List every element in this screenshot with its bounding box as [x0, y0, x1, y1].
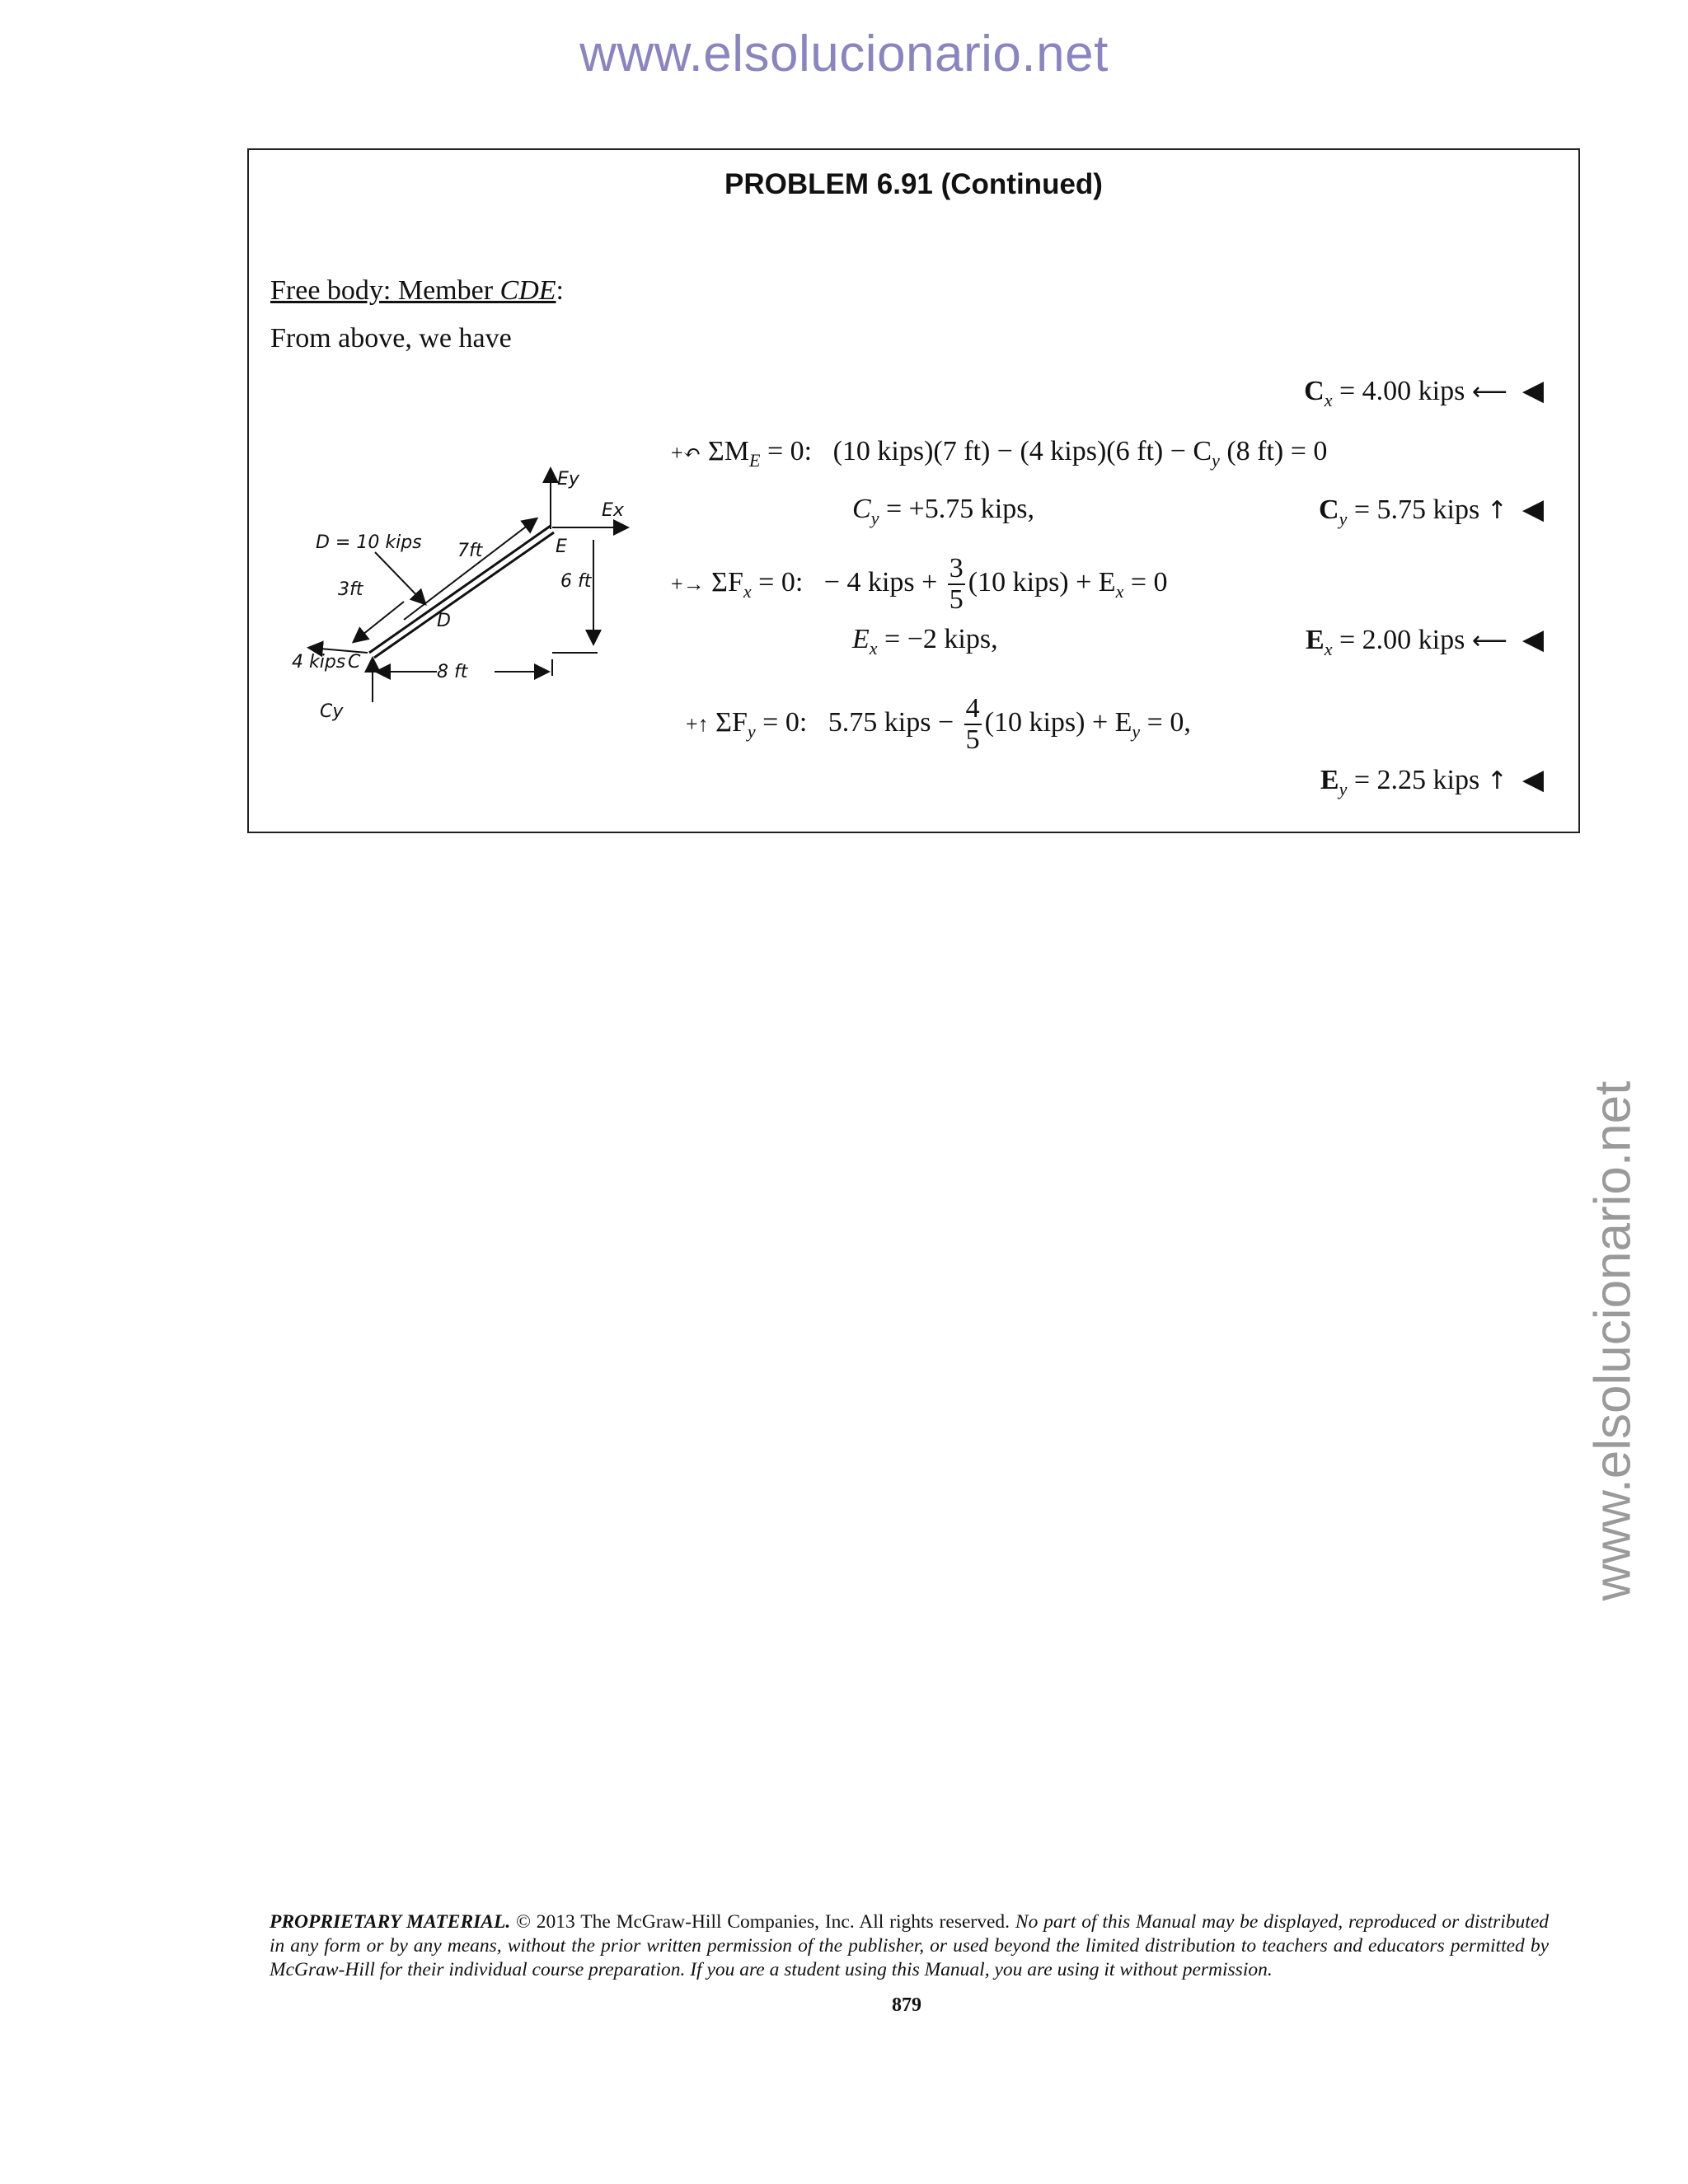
- fraction-3-5: $\frac{3}{5}$: [949, 553, 964, 615]
- d-load-arrow: [375, 552, 424, 603]
- fy-equation: +↑ $\Sigma F_y = 0$: 5.75 kips − $\frac{4}{5}$ (10 kips) + $E_y = 0$,: [686, 693, 1191, 755]
- arrow-left-icon: ⟵: [1471, 377, 1507, 406]
- ex-value: $E_x = -2$ kips,: [852, 624, 998, 658]
- intro-text: From above, we have: [270, 323, 512, 354]
- seg-7ft-label: 7ft: [457, 541, 483, 561]
- watermark-top: www.elsolucionario.net: [579, 26, 1109, 82]
- point-e-label: E: [556, 537, 567, 557]
- fx-equation: +→ $\Sigma F_x = 0$: − 4 kips + $\frac{3}{5}$ (10 kips) + $E_x = 0$: [671, 553, 1168, 615]
- seg-3ft-label: 3ft: [338, 579, 363, 600]
- cy-result: $C_y = 5.75$ kips ↑ ◀: [1319, 493, 1544, 529]
- point-d-label: D: [437, 611, 451, 631]
- answer-marker-icon: ◀: [1522, 763, 1544, 796]
- base-8ft-label: 8 ft: [437, 662, 468, 682]
- ex-result: $E_x = 2.00$ kips ⟵ ◀: [1306, 623, 1544, 659]
- cx-result: $C_x = 4.00$ kips ⟵ ◀: [1304, 374, 1544, 410]
- arrow-up-icon: ↑: [1486, 496, 1507, 525]
- section-heading: Free body: Member CDE:: [270, 275, 564, 306]
- page-number: 879: [892, 1994, 921, 2016]
- answer-marker-icon: ◀: [1522, 374, 1544, 407]
- footer-notice: PROPRIETARY MATERIAL. © 2013 The McGraw-Hill Companies, Inc. All rights reserved. No part of this Manual may be displayed, reproduced or distributed in any form or by any means, without the prior written permission of the publisher, or used beyond the limited distribution to teachers and educators permitted by McGraw-Hill for their individual course preparation. If you are a student using this Manual, you are using it without permission.: [270, 1911, 1550, 1980]
- answer-marker-icon: ◀: [1522, 493, 1544, 526]
- cy-label: Cy: [320, 701, 344, 722]
- ex-label: Ex: [602, 500, 624, 521]
- arrow-left-icon: ⟵: [1471, 626, 1507, 655]
- arrow-up-icon: ↑: [1486, 766, 1507, 795]
- ccw-moment-icon: +↶: [671, 441, 701, 465]
- height-6ft-label: 6 ft: [560, 571, 592, 592]
- ey-result: $E_y = 2.25$ kips ↑ ◀: [1320, 763, 1544, 799]
- point-c-label: C: [348, 652, 361, 673]
- cy-value: $C_y = +5.75$ kips,: [852, 494, 1034, 528]
- free-body-diagram: [288, 462, 651, 733]
- problem-title: PROBLEM 6.91 (Continued): [724, 168, 1103, 200]
- answer-marker-icon: ◀: [1522, 623, 1544, 656]
- fraction-4-5: $\frac{4}{5}$: [965, 693, 980, 755]
- positive-up-icon: +↑: [686, 711, 709, 736]
- positive-right-icon: +→: [671, 571, 705, 596]
- d-load-label: D = 10 kips: [316, 532, 422, 553]
- moment-equation: +↶ $\Sigma M_E = 0$: (10 kips)(7 ft) − (4 kips)(6 $ft) - C_y$ (8 ft) = 0: [671, 436, 1328, 471]
- ey-label: Ey: [557, 469, 579, 490]
- four-kip-label: 4 kips: [292, 652, 346, 673]
